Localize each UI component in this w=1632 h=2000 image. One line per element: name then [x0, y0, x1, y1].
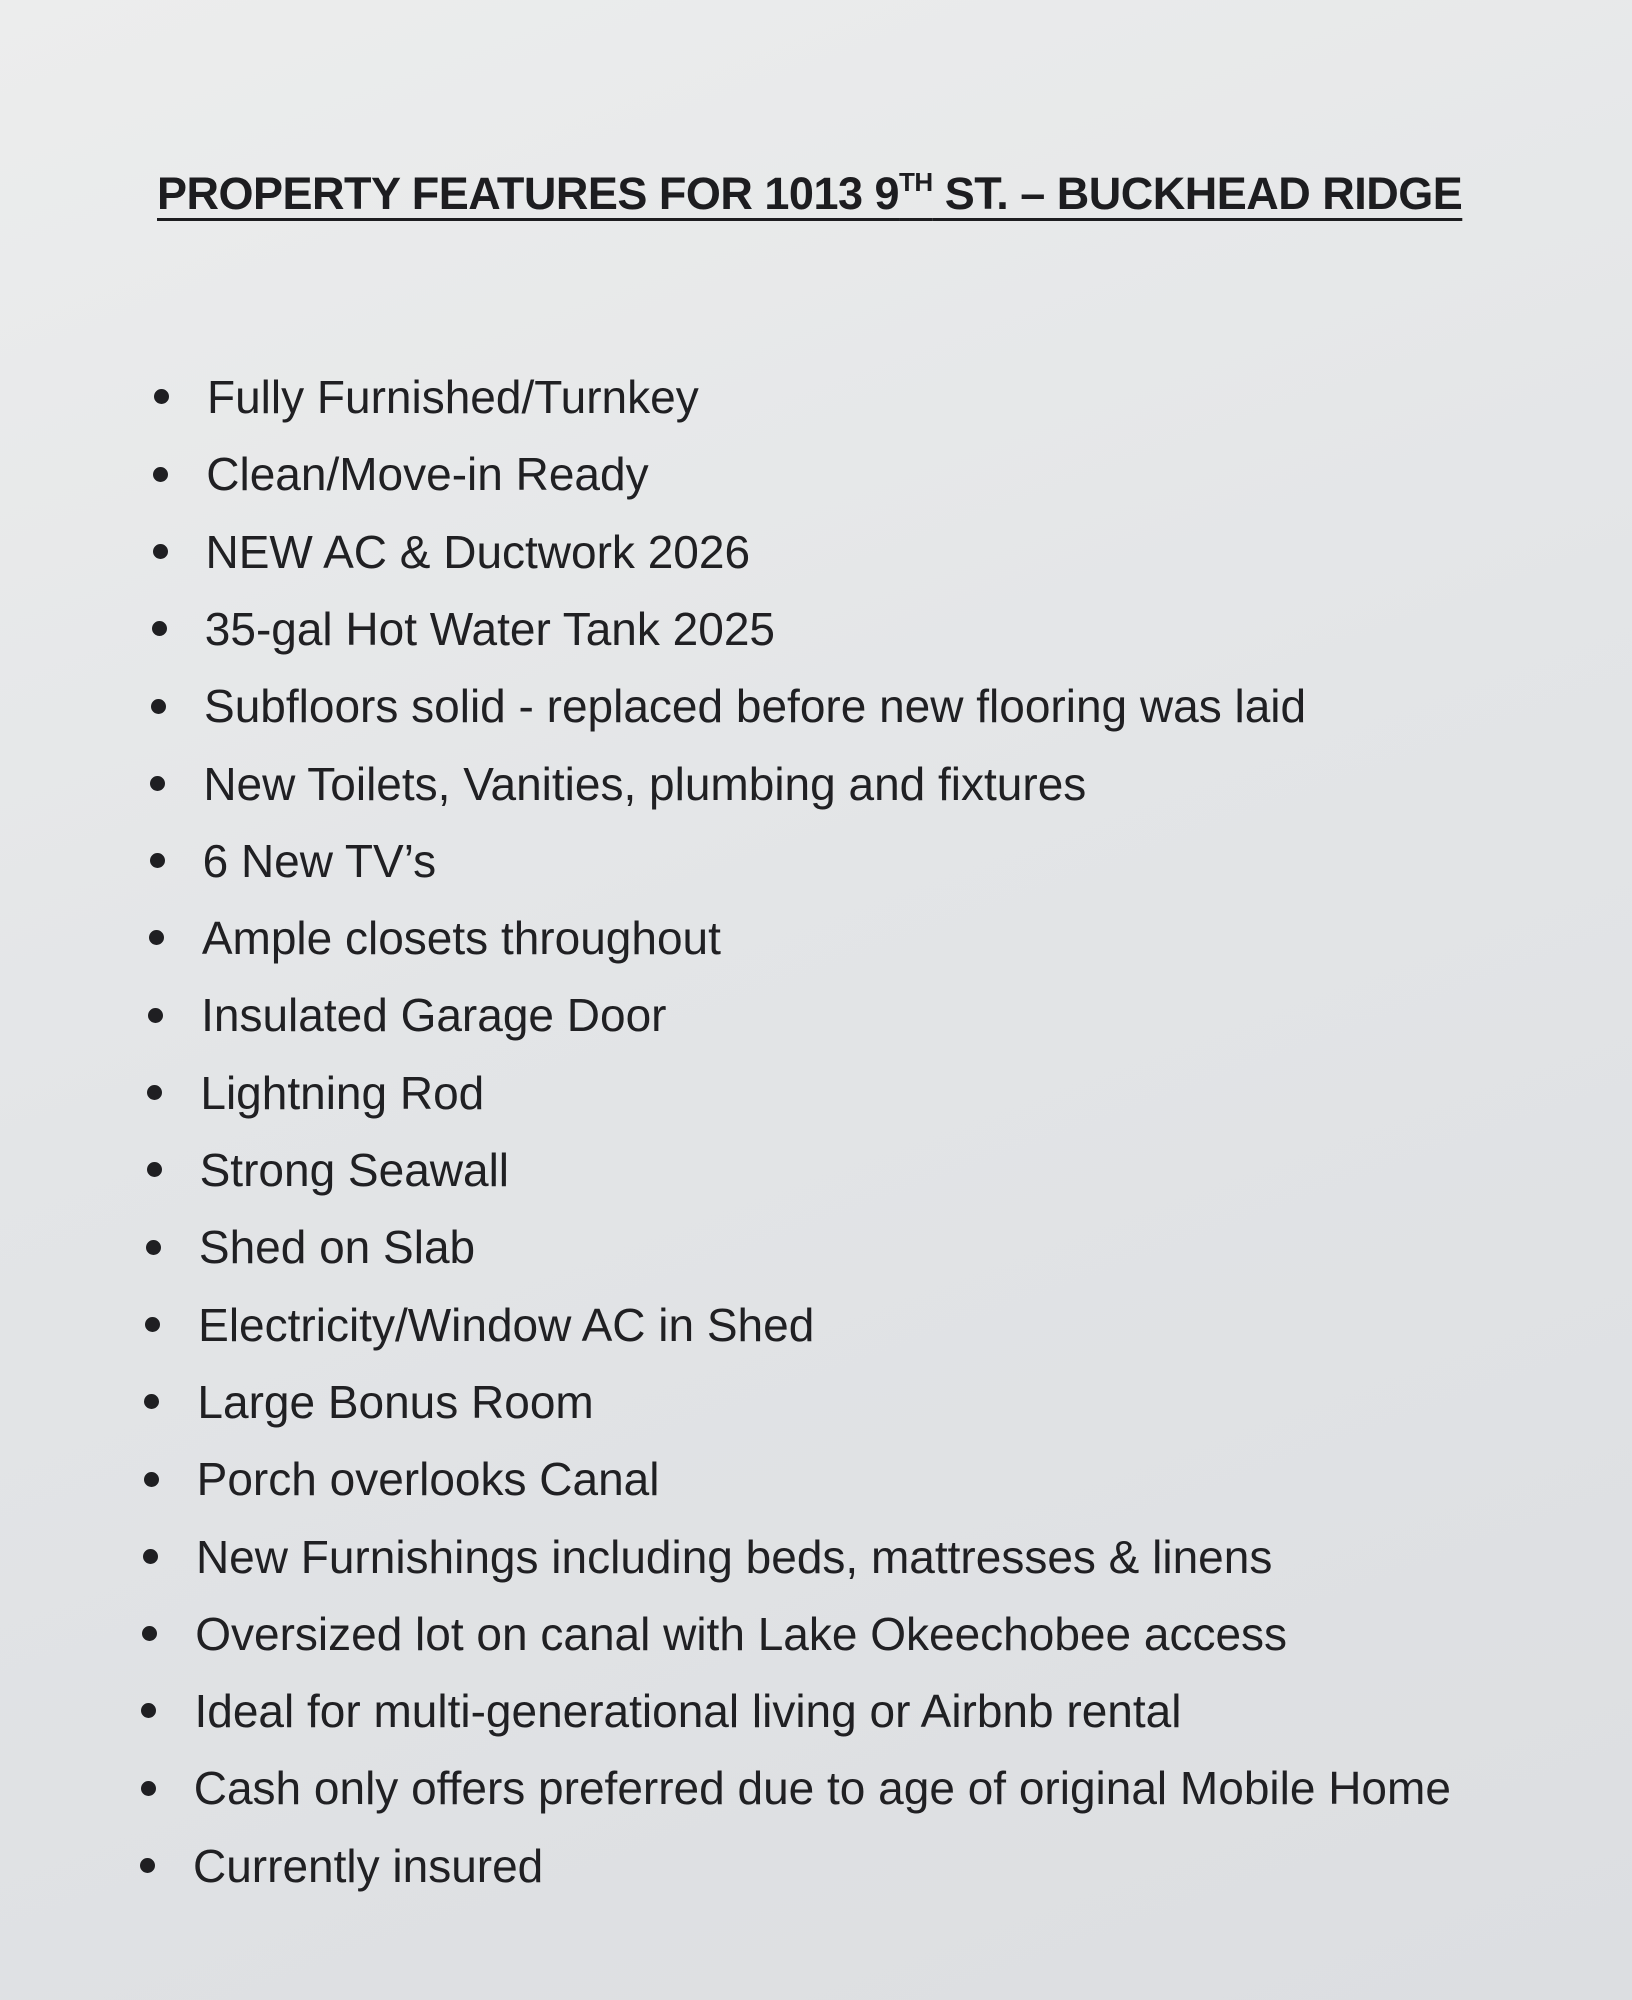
feature-text: Strong Seawall [199, 1144, 510, 1196]
feature-text: 6 New TV’s [202, 834, 437, 887]
feature-text: Cash only offers preferred due to age of original Mobile Home [193, 1762, 1451, 1815]
bullet-icon [147, 1162, 162, 1177]
bullet-icon [153, 467, 168, 482]
feature-text: Oversized lot on canal with Lake Okeechobee access [195, 1607, 1288, 1660]
feature-text: Insulated Garage Door [201, 989, 667, 1042]
feature-item [149, 912, 721, 965]
feature-item [144, 1375, 594, 1428]
feature-text: Currently insured [193, 1839, 544, 1892]
bullet-icon [144, 1472, 159, 1487]
bullet-icon [153, 544, 168, 559]
feature-item [154, 371, 699, 423]
feature-item [143, 1530, 1273, 1583]
feature-item [141, 1685, 1182, 1738]
bullet-icon [145, 1317, 160, 1332]
feature-text: 35-gal Hot Water Tank 2025 [204, 602, 775, 655]
bullet-icon [149, 930, 164, 945]
title-prefix: PROPERTY FEATURES FOR 1013 9 [157, 168, 900, 219]
feature-item [147, 1144, 510, 1196]
feature-item [142, 1607, 1288, 1660]
feature-text: Subfloors solid - replaced before new flooring was laid [204, 680, 1307, 733]
feature-text: Fully Furnished/Turnkey [207, 371, 699, 423]
feature-item [153, 448, 649, 501]
bullet-icon [146, 1240, 161, 1255]
feature-text: Shed on Slab [198, 1221, 476, 1274]
feature-text: Clean/Move-in Ready [206, 448, 649, 501]
feature-item [145, 1298, 815, 1351]
title-superscript: TH [899, 167, 933, 197]
feature-text: New Furnishings including beds, mattresses & linens [195, 1530, 1273, 1583]
feature-item [148, 989, 667, 1042]
feature-item [152, 602, 775, 655]
feature-text: Large Bonus Room [197, 1375, 594, 1428]
feature-item [140, 1839, 544, 1892]
bullet-icon [148, 1008, 163, 1023]
feature-text: Ideal for multi-generational living or Airbnb rental [194, 1685, 1182, 1738]
bullet-icon [141, 1703, 156, 1718]
feature-item [147, 1066, 485, 1119]
feature-item [141, 1762, 1451, 1815]
bullet-icon [142, 1626, 157, 1641]
feature-item [153, 525, 751, 578]
bullet-icon [152, 621, 167, 636]
feature-text: Porch overlooks Canal [196, 1453, 660, 1506]
feature-text: Ample closets throughout [201, 912, 721, 965]
feature-item [151, 680, 1307, 733]
feature-text: NEW AC & Ductwork 2026 [205, 525, 751, 578]
bullet-icon [140, 1858, 155, 1873]
title-suffix: ST. – BUCKHEAD RIDGE [932, 168, 1463, 219]
bullet-icon [150, 853, 165, 868]
feature-text: Electricity/Window AC in Shed [198, 1298, 815, 1351]
bullet-icon [151, 699, 166, 714]
bullet-icon [144, 1394, 159, 1409]
bullet-icon [150, 776, 165, 791]
bullet-icon [143, 1549, 158, 1564]
feature-text: New Toilets, Vanities, plumbing and fixtures [203, 757, 1087, 810]
feature-item [150, 834, 437, 887]
feature-item [150, 757, 1087, 810]
feature-text: Lightning Rod [200, 1066, 485, 1119]
bullet-icon [147, 1085, 162, 1100]
feature-item [146, 1221, 476, 1274]
bullet-icon [154, 389, 169, 404]
bullet-icon [141, 1781, 156, 1796]
document-title [157, 168, 1462, 220]
feature-item [144, 1453, 660, 1506]
